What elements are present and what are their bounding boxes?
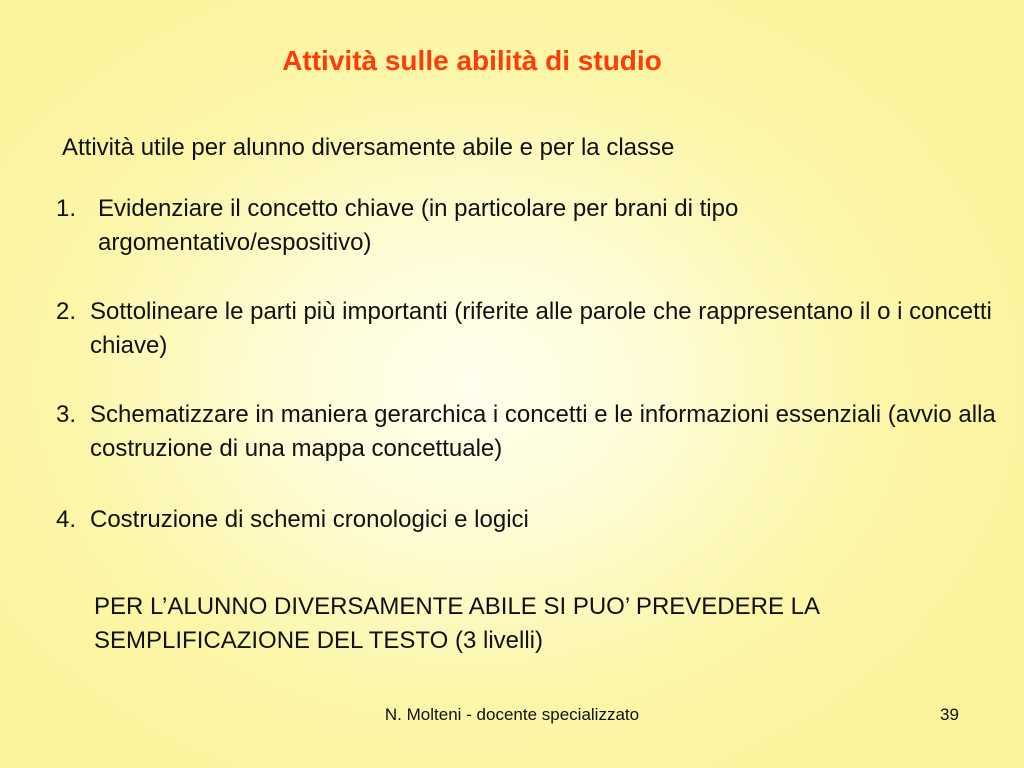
- list-item-text: Schematizzare in maniera gerarchica i concetti e le informazioni essenziali (avvio alla costruzione di una mappa concettuale): [90, 401, 996, 462]
- page-number: 39: [940, 705, 959, 724]
- list-item-text: Evidenziare il concetto chiave (in particolare per brani di tipo argomentativo/espositivo): [98, 195, 739, 256]
- list-item-number: 3.: [56, 401, 77, 428]
- simplification-note: PER L’ALUNNO DIVERSAMENTE ABILE SI PUO’ PREVEDERE LA SEMPLIFICAZIONE DEL TESTO (3 livelli): [94, 593, 819, 654]
- list-item: [56, 295, 1006, 363]
- list-item: [56, 503, 1006, 537]
- list-item-number: 2.: [56, 298, 77, 325]
- list-item: [56, 398, 1006, 466]
- footer-author: N. Molteni - docente specializzato: [384, 705, 640, 724]
- list-item-text: Sottolineare le parti più importanti (riferite alle parole che rappresentano il o i concetti chiave): [90, 298, 992, 359]
- slide-subtitle: Attività utile per alunno diversamente abile e per la classe: [62, 134, 675, 161]
- list-item-number: 1.: [56, 195, 77, 222]
- list-item: [56, 192, 1006, 260]
- list-item-text: Costruzione di schemi cronologici e logici: [90, 506, 529, 533]
- list-item-number: 4.: [56, 506, 77, 533]
- slide-title: Attività sulle abilità di studio: [282, 45, 662, 76]
